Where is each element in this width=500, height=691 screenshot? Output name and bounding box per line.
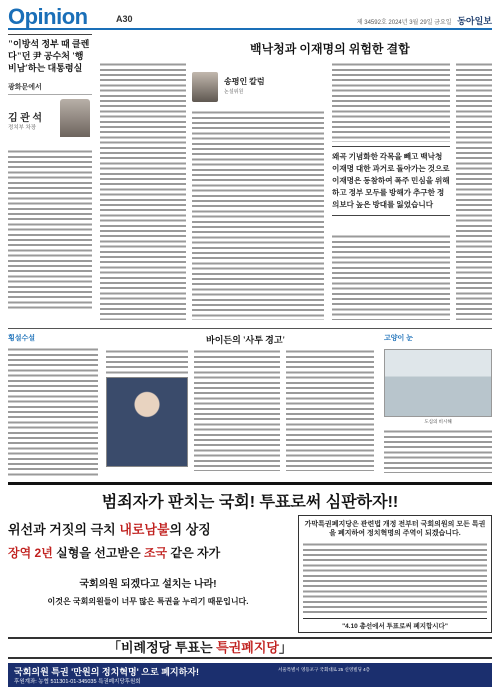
middle-right-column — [384, 333, 492, 424]
ad-line-1-c: 내로남불 — [119, 522, 170, 537]
editorial-body-5 — [456, 62, 492, 320]
ad-right-cta: "4.10 총선에서 투표로써 폐지합시다" — [303, 618, 487, 630]
ad-slogan — [8, 637, 492, 659]
column-tag-right: 고양이 눈 — [384, 335, 413, 342]
ad-right-headline: 가막특권폐지당은 관련법 개정 전부터 국회의원의 모든 특권을 폐지하여 정치혁명의 주역이 되겠습니다. — [304, 521, 486, 537]
ad-title: 범죄자가 판치는 국회! 투표로써 심판하자!! — [101, 494, 399, 511]
ad-line-4: 이것은 국회의원들이 너무 많은 특권을 누리기 때문입니다. — [47, 597, 249, 606]
ad-footer-slogan: 국회의원 특권 '만원의 정치혁명' 으로 폐지하자! — [14, 667, 199, 677]
editorial-column — [100, 34, 492, 324]
ad-line-1-b: 의 극치 — [74, 522, 120, 537]
pull-quote: 왜곡 기념화한 각목을 빼고 백낙청 이재명 대한 과거로 돌아가는 것으로 이재명은 동참하여 폭주 민심을 위해하고 정부 모두를 방해가 추구한 정의보다 높은 방대를 잃었습니다 — [332, 146, 450, 216]
ad-line-2-d: 같은 자가 — [167, 546, 221, 560]
editorial-body-4 — [332, 234, 450, 320]
left-column-body — [8, 149, 92, 309]
photo-caption: 도심의 비시해 — [424, 419, 452, 424]
columnist-photo — [192, 72, 218, 102]
column-tag-left: 횡설수설 — [8, 335, 36, 342]
advertisement — [8, 482, 492, 686]
columnist-role: 논설위원 — [224, 89, 244, 95]
ad-line-2 — [8, 544, 288, 561]
side-article-title: "이방석 정부 때 클렌다"던 尹 공수처 '행비남'하는 대통령실 — [8, 34, 92, 74]
middle-headline: 바이든의 '사투 경고' — [206, 335, 286, 345]
section-title: Opinion — [8, 4, 88, 29]
ad-right-panel — [298, 515, 492, 633]
editorial-body-3 — [332, 62, 450, 142]
seagulls-photo — [384, 349, 492, 417]
ad-line-2-c: 조국 — [143, 546, 168, 560]
top-section — [8, 34, 492, 324]
ad-line-1 — [8, 519, 288, 538]
middle-body-c — [286, 349, 374, 471]
issue-info: 제 34592호 2024년 3월 29일 금요일 — [356, 20, 452, 26]
ad-footer-address: 서울특별시 영등포구 국회대로 25 신영빌딩 4층 — [278, 667, 371, 672]
politician-photo — [106, 377, 188, 467]
newspaper-brand: 동아일보 — [457, 16, 492, 26]
ad-line-2-a: 장역 2년 — [8, 546, 53, 560]
middle-section — [8, 328, 492, 478]
ad-line-1-a: 위선과 거짓 — [8, 522, 75, 537]
middle-left-body — [8, 347, 98, 477]
editorial-body-1 — [100, 62, 186, 320]
columnist-name: 송평인 칼럼 — [224, 77, 265, 86]
editorial-headline: 백낙청과 이재명의 위험한 결합 — [250, 42, 410, 56]
ad-line-3: 국회의원 되겠다고 설치는 나라! — [79, 579, 217, 590]
author-name: 김 관 석 — [8, 113, 42, 124]
author-role: 정치부 차장 — [8, 125, 37, 131]
editorial-body-2 — [192, 110, 324, 320]
middle-body-a — [106, 349, 188, 375]
columnist-byline — [192, 72, 302, 104]
ad-footer-account: 후원계좌: 농협 511301-01-345035 특권폐지당후원회 — [14, 679, 141, 685]
ad-line-1-d: 의 상징 — [169, 522, 211, 537]
middle-body-b — [194, 349, 280, 471]
masthead — [357, 14, 492, 27]
ad-slogan-b: 특권폐지당 — [216, 640, 279, 655]
page-number: A30 — [116, 14, 133, 24]
left-column — [8, 34, 92, 324]
ad-slogan-a: 「비례정당 투표는 — [108, 640, 217, 655]
ad-line-2-b: 실형을 선고받은 — [52, 546, 144, 560]
photo-description — [384, 429, 492, 473]
ad-right-body — [303, 542, 487, 614]
ad-slogan-c: 」 — [278, 640, 292, 655]
middle-left-column — [8, 333, 98, 477]
ad-footer — [8, 663, 492, 687]
column-tag: 광화문에서 — [8, 82, 92, 95]
author-photo — [60, 99, 90, 137]
ad-left-panel — [8, 515, 288, 633]
author-box — [8, 99, 92, 145]
page-header — [8, 4, 492, 30]
